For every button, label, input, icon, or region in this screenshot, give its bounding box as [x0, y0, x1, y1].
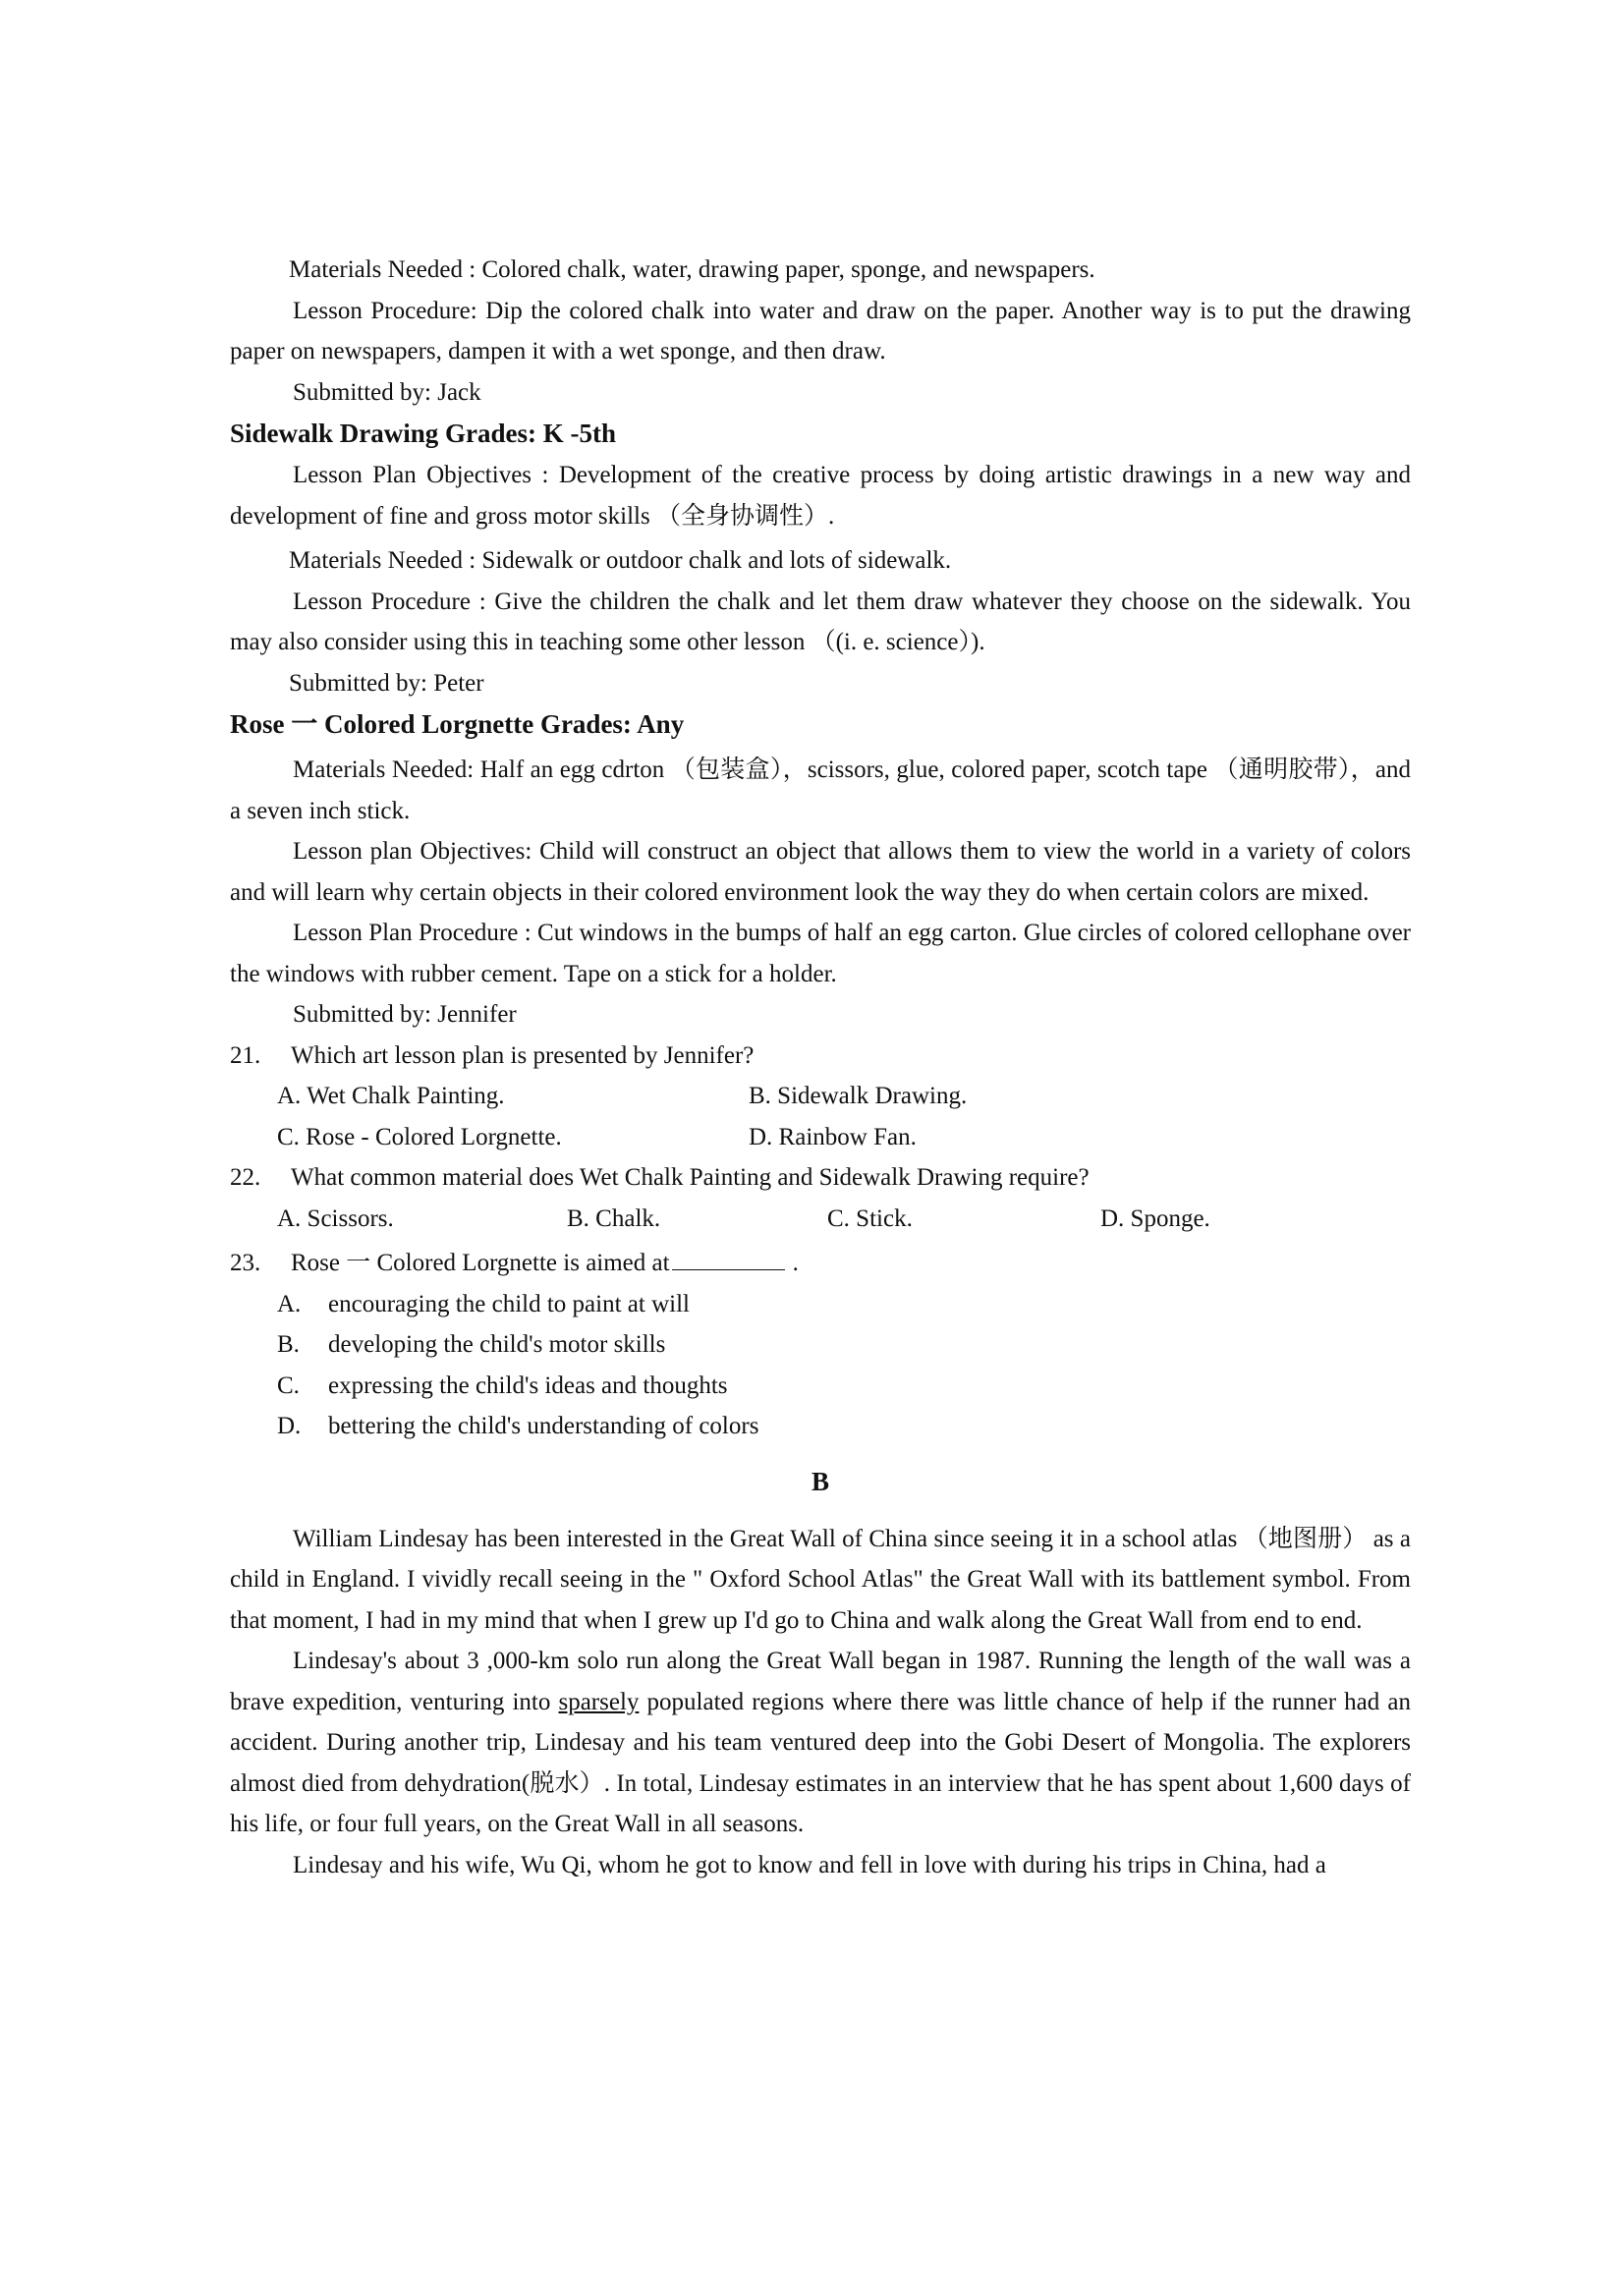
- question-22-options: [230, 1199, 1411, 1240]
- option-letter: D.: [277, 1413, 302, 1439]
- question-21: [230, 1036, 1411, 1077]
- section-b-paragraph-3: Lindesay and his wife, Wu Qi, whom he got to know and fell in love with during his trips in China, had a: [293, 1851, 1326, 1878]
- section-b-paragraph-2: [230, 1641, 1411, 1845]
- sidewalk-submitted: Submitted by: Peter: [289, 669, 484, 697]
- option-text: developing the child's motor skills: [328, 1331, 666, 1358]
- sidewalk-objectives: Lesson Plan Objectives : Development of the creative process by doing artistic drawings in a new way and development of fine and gross motor skills （全身协调性）.: [230, 462, 1411, 530]
- question-text: [291, 1243, 799, 1284]
- question-text: What common material does Wet Chalk Painting and Sidewalk Drawing require?: [291, 1164, 1090, 1191]
- document-page: [230, 250, 1411, 1885]
- option-text: expressing the child's ideas and thoughts: [328, 1372, 728, 1399]
- option-letter: A.: [277, 1290, 302, 1317]
- answer-blank: [672, 1248, 785, 1270]
- option-c: [277, 1366, 1411, 1407]
- rose-procedure: Lesson Plan Procedure : Cut windows in the bumps of half an egg carton. Glue circles of colored cellophane over the windows with rubber cement. Tape on a stick for a holder.: [230, 920, 1411, 987]
- sidewalk-procedure: Lesson Procedure : Give the children the chalk and let them draw whatever they choose on the sidewalk. You may also consider using this in teaching some other lesson （(i. e. science）).: [230, 588, 1411, 655]
- question-23-options: [230, 1284, 1411, 1447]
- option-c: C. Stick.: [827, 1204, 913, 1232]
- paragraph-2-end: populated regions where there was little chance of help if the runner had an accident. During another trip, Lindesay and his team ventured deep into the Gobi Desert of Mongolia. The explorers almost died from dehydration(脱水）. In total, Lindesay estimates in an interview that he has spent about 1,600 days of his life, or four full years, on the Great Wall in all seasons.: [230, 1688, 1411, 1837]
- option-letter: B.: [277, 1331, 300, 1358]
- question-22: [230, 1157, 1411, 1199]
- option-d: [277, 1406, 1411, 1447]
- option-d: D. Sponge.: [1100, 1204, 1210, 1232]
- question-number: 21.: [230, 1041, 261, 1069]
- option-a: A. Wet Chalk Painting.: [277, 1083, 505, 1109]
- underlined-word: sparsely: [558, 1688, 640, 1715]
- option-letter: C.: [277, 1372, 300, 1399]
- question-number: 23.: [230, 1250, 261, 1276]
- option-d: D. Rainbow Fan.: [749, 1123, 917, 1150]
- rose-materials: Materials Needed: Half an egg cdrton （包装盒），scissors, glue, colored paper, scotch tape （通明胶带），and a seven inch stick.: [230, 756, 1411, 824]
- option-c: C. Rose - Colored Lorgnette.: [277, 1123, 562, 1150]
- wet-chalk-procedure: Lesson Procedure: Dip the colored chalk into water and draw on the paper. Another way is to put the drawing paper on newspapers, dampen it with a wet sponge, and then draw.: [230, 297, 1411, 364]
- option-b: [277, 1324, 1411, 1366]
- option-text: bettering the child's understanding of colors: [328, 1413, 759, 1439]
- rose-heading: Rose 一 Colored Lorgnette Grades: Any: [230, 709, 685, 739]
- question-text-start: Rose 一 Colored Lorgnette is aimed at: [291, 1250, 670, 1276]
- question-text-end: .: [792, 1250, 799, 1276]
- section-b-label: B: [811, 1466, 829, 1496]
- rose-submitted: Submitted by: Jennifer: [293, 1001, 517, 1028]
- question-21-options-row-2: [230, 1117, 1411, 1158]
- option-b: B. Chalk.: [567, 1204, 661, 1232]
- rose-objectives: Lesson plan Objectives: Child will construct an object that allows them to view the world in a variety of colors and will learn why certain objects in their colored environment look the way they do when certain colors are mixed.: [230, 838, 1411, 906]
- sidewalk-heading: Sidewalk Drawing Grades: K -5th: [230, 419, 617, 448]
- option-b: B. Sidewalk Drawing.: [749, 1083, 968, 1109]
- section-b-paragraph-1: William Lindesay has been interested in the Great Wall of China since seeing it in a school atlas （地图册） as a child in England. I vividly recall seeing in the " Oxford School Atlas" the Great Wall with its battlement symbol. From that moment, I had in my mind that when I grew up I'd go to China and walk along the Great Wall from end to end.: [230, 1525, 1411, 1634]
- question-21-options-row-1: [230, 1076, 1411, 1117]
- wet-chalk-materials: Materials Needed : Colored chalk, water, drawing paper, sponge, and newspapers.: [289, 256, 1095, 283]
- paragraph-2-start: Lindesay's about 3 ,000-km solo run along the Great Wall began in 1987. Running the length of the wall was a brave expedition, venturing into: [230, 1648, 1411, 1715]
- option-text: encouraging the child to paint at will: [328, 1290, 690, 1317]
- question-23: [230, 1243, 1411, 1284]
- question-text: Which art lesson plan is presented by Jennifer?: [291, 1041, 755, 1069]
- wet-chalk-submitted: Submitted by: Jack: [293, 378, 481, 406]
- option-a: [277, 1284, 1411, 1325]
- sidewalk-materials: Materials Needed : Sidewalk or outdoor chalk and lots of sidewalk.: [289, 547, 952, 574]
- option-a: A. Scissors.: [277, 1204, 394, 1232]
- question-number: 22.: [230, 1164, 261, 1191]
